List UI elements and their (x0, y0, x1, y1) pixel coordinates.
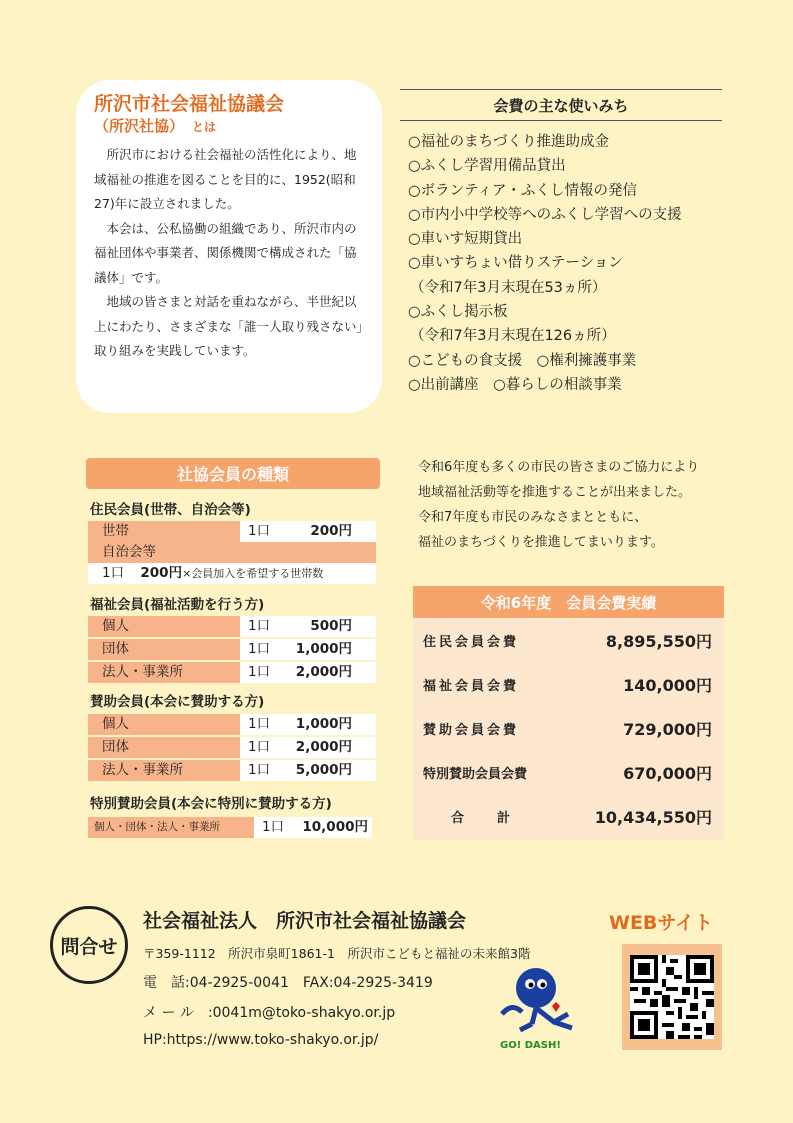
row-price: 200円 (310, 523, 352, 539)
about-subtitle (94, 116, 366, 137)
thanks-line: 地域福祉活動等を推進することが出来ました。 (418, 485, 692, 500)
welfare-row (88, 616, 376, 637)
row-label: 世帯 (88, 521, 240, 542)
results-label: 賛助会員会費 (423, 722, 520, 738)
row-amount (240, 714, 376, 735)
row-price: 2,000円 (295, 664, 352, 680)
support-member-title: 賛助会員(本会に賛助する方) (90, 694, 265, 710)
mascot-illustration (492, 962, 590, 1052)
usage-title-bar (400, 89, 722, 121)
row-unit: 1口 (248, 739, 271, 755)
member-types-header: 社協会員の種類 (86, 458, 380, 489)
web-site-label: WEBサイト (609, 912, 714, 934)
row-unit: 1口 (248, 618, 271, 634)
results-value: 10,434,550円 (594, 807, 712, 827)
jichikai-note: ×会員加入を希望する世帯数 (182, 567, 324, 580)
mascot-head (516, 968, 556, 1008)
about-subtitle-text: （所沢社協） (94, 117, 185, 135)
contact-mail[interactable]: メ ー ル :0041m@toko-shakyo.or.jp (143, 1005, 396, 1021)
results-row (413, 662, 724, 706)
row-price: 200円 (140, 565, 183, 581)
row-amount (240, 737, 376, 758)
usage-item: （令和7年3月末現在53ヵ所） (410, 279, 607, 296)
usage-list (408, 130, 728, 397)
contact-badge: 問合せ (50, 906, 128, 984)
contact-address: 〒359-1112 所沢市泉町1861-1 所沢市こどもと福祉の未来館3階 (143, 946, 531, 961)
about-paragraph-1: 所沢市における社会福祉の活性化により、地域福祉の推進を図ることを目的に、1952(昭和27)年に設立されました。 (94, 147, 357, 211)
row-unit: 1口 (248, 664, 271, 680)
row-amount (254, 817, 372, 838)
row-unit: 1口 (248, 762, 271, 778)
results-table (413, 618, 724, 840)
results-value: 8,895,550円 (605, 631, 712, 651)
resident-member-title: 住民会員(世帯、自治会等) (90, 502, 251, 518)
results-label: 福祉会員会費 (423, 678, 520, 694)
contact-tel-fax: 電 話:04-2925-0041 FAX:04-2925-3419 (143, 975, 433, 991)
usage-item: ○ふくし掲示板 (408, 304, 508, 321)
welfare-row (88, 639, 376, 660)
row-label: 団体 (88, 737, 240, 758)
row-price: 500円 (310, 618, 352, 634)
usage-item: ○車いすちょい借りステーション (408, 255, 623, 272)
results-label: 住民会員会費 (423, 634, 520, 650)
row-unit: 1口 (262, 819, 285, 835)
row-label: 法人・事業所 (88, 760, 240, 781)
about-toha: とは (192, 120, 217, 134)
row-amount (240, 760, 376, 781)
org-name: 社会福祉法人 所沢市社会福祉協議会 (143, 910, 467, 932)
results-value: 140,000円 (623, 675, 712, 695)
usage-item: ○出前講座 ○暮らしの相談事業 (408, 376, 622, 393)
row-unit: 1口 (248, 641, 271, 657)
row-price: 1,000円 (295, 716, 352, 732)
row-amount (240, 616, 376, 637)
usage-item: ○福祉のまちづくり推進助成金 (408, 134, 610, 150)
row-amount (240, 662, 376, 683)
results-row (413, 750, 724, 794)
about-paragraph-3: 地域の皆さまと対話を重ねながら、半世紀以上にわたり、さまざまな「誰一人取り残さない」取り組みを実践しています。 (94, 294, 363, 358)
contact-hp[interactable]: HP:https://www.toko-shakyo.or.jp/ (143, 1032, 379, 1048)
results-value: 729,000円 (623, 719, 712, 739)
results-header: 令和6年度 会員会費実績 (413, 586, 724, 618)
row-unit: 1口 (102, 565, 125, 581)
special-member-title: 特別賛助会員(本会に特別に賛助する方) (90, 796, 332, 812)
results-label: 合 計 (451, 810, 521, 826)
row-label: 団体 (88, 639, 240, 660)
row-amount (240, 639, 376, 660)
results-value: 670,000円 (623, 763, 712, 783)
welfare-member-title: 福祉会員(福祉活動を行う方) (90, 597, 265, 613)
mascot-text: GO! DASH! (500, 1040, 561, 1051)
results-row (413, 618, 724, 662)
welfare-row (88, 662, 376, 683)
support-row (88, 760, 376, 781)
usage-item: ○ふくし学習用備品貸出 (408, 158, 566, 175)
usage-item: （令和7年3月末現在126ヵ所） (410, 328, 616, 345)
thanks-line: 令和6年度も多くの市民の皆さまのご協力により (418, 460, 700, 475)
usage-item: ○車いす短期貸出 (408, 231, 523, 248)
about-box (76, 80, 382, 413)
row-label: 個人・団体・法人・事業所 (88, 817, 254, 838)
support-row (88, 714, 376, 735)
thanks-message (418, 455, 758, 555)
usage-item: ○こどもの食支援 ○権利擁護事業 (408, 352, 637, 369)
results-row (413, 706, 724, 750)
qr-code-frame (622, 944, 722, 1050)
row-unit: 1口 (248, 716, 271, 732)
qr-code-icon[interactable] (630, 955, 714, 1039)
row-price: 5,000円 (295, 762, 352, 778)
resident-jichikai-amount (88, 563, 376, 584)
results-label: 特別賛助会員会費 (423, 766, 528, 782)
special-row (88, 817, 372, 838)
usage-item: ○市内小中学校等へのふくし学習への支援 (408, 206, 682, 223)
row-price: 2,000円 (295, 739, 352, 755)
row-label: 個人 (88, 714, 240, 735)
row-label: 法人・事業所 (88, 662, 240, 683)
usage-item: ○ボランティア・ふくし情報の発信 (408, 182, 637, 199)
about-paragraph-2: 本会は、公私協働の組織であり、所沢市内の福祉団体や事業者、関係機関で構成された「協議体」です。 (94, 220, 357, 285)
row-unit: 1口 (248, 523, 271, 539)
row-amount (240, 521, 376, 542)
thanks-line: 福祉のまちづくりを推進してまいります。 (418, 535, 664, 550)
row-price: 1,000円 (295, 641, 352, 657)
usage-title: 会費の主な使いみち (493, 96, 629, 115)
support-row (88, 737, 376, 758)
results-total-row (413, 794, 724, 838)
row-price: 10,000円 (302, 819, 368, 835)
thanks-line: 令和7年度も市民のみなさまとともに、 (418, 510, 648, 525)
about-title: 所沢市社会福祉協議会 (94, 93, 285, 115)
resident-setai-row (88, 521, 376, 542)
row-label: 個人 (88, 616, 240, 637)
resident-jichikai-label: 自治会等 (88, 542, 376, 563)
